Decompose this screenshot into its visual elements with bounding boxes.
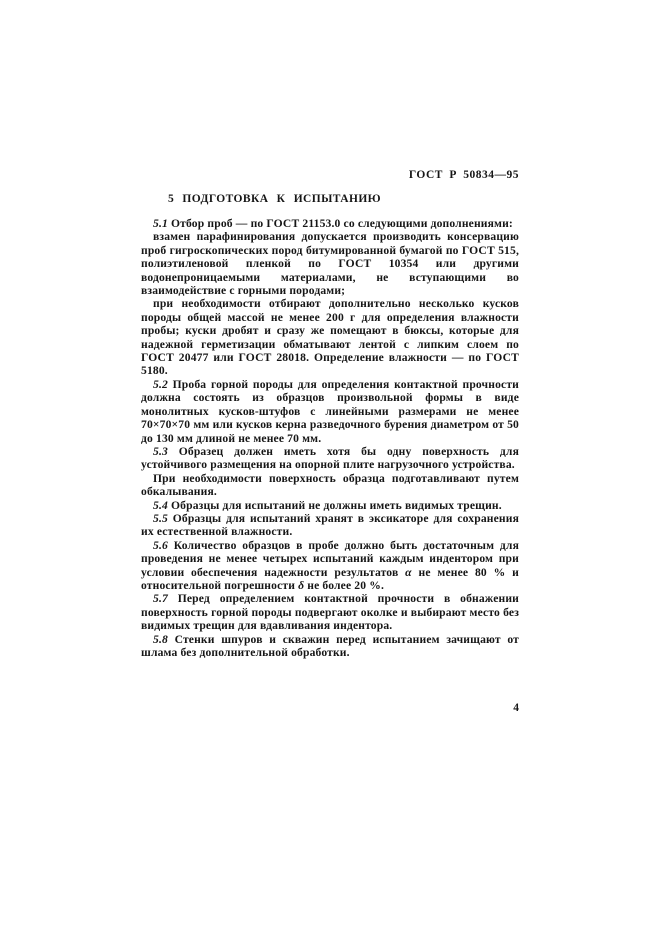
italic-text-segment: 5.1 (153, 217, 168, 230)
italic-text-segment: 5.5 (153, 511, 168, 525)
paragraph (141, 539, 519, 593)
text-segment: Проба горной породы для определения контактной прочности должна состоять из образцов произвольной формы в виде монолитных кусков-штуфов с линейными размерами не менее 70×70×70 мм или кусков керна разведочного бурения диаметром от 50 до 130 мм длиной не менее 70 мм. (141, 377, 519, 445)
paragraph (141, 592, 519, 632)
body-text (141, 217, 519, 659)
page-number: 4 (513, 702, 519, 714)
paragraph (141, 297, 519, 377)
paragraph (141, 230, 519, 297)
italic-text-segment: 5.4 (153, 498, 168, 512)
italic-text-segment: α (405, 565, 412, 579)
italic-text-segment: δ (298, 578, 305, 592)
text-segment: при необходимости отбирают дополнительно несколько кусков породы общей массой не менее 200 г для определения влажности пробы; куски дробят и сразу же помещают в бюксы, которые для надежной герметизации обматывают лентой с липким слоем по ГОСТ 20477 или ГОСТ 28018. Определение влажности — по ГОСТ 5180. (141, 297, 519, 378)
text-segment: Перед определением контактной прочности в обнажении поверхность горной породы подвергают околке и выбирают место без видимых трещин для вдавливания индентора. (141, 592, 519, 633)
text-segment: Стенки шпуров и скважин перед испытанием зачищают от шлама без дополнительной обработки. (141, 632, 519, 659)
running-header: ГОСТ Р 50834—95 (408, 169, 519, 181)
text-segment: Образцы для испытаний хранят в эксикаторе для сохранения их естественной влажности. (141, 511, 519, 539)
text-segment: При необходимости поверхность образца подготавливают путем обкалывания. (141, 471, 519, 499)
text-segment: Количество образцов в пробе должно быть достаточным для проведения не менее четырех испытаний каждым индентором при условии обеспечения надежности результатов (141, 538, 519, 579)
text-segment: взамен парафинирования допускается производить консервацию проб гигроскопических пород битумированной бумагой по ГОСТ 515, полиэтиленовой пленкой по ГОСТ 10354 или другими водонепроницаемыми материалами, не вступающими во взаимодействие с горными породами; (141, 230, 519, 298)
text-segment: Образец должен иметь хотя бы одну поверхность для устойчивого размещения на опорной плите нагрузочного устройства. (141, 444, 519, 472)
paragraph (141, 217, 519, 230)
text-segment: Образцы для испытаний не должны иметь видимых трещин. (167, 498, 502, 512)
paragraph (141, 633, 519, 660)
paragraph (141, 499, 519, 512)
italic-text-segment: 5.8 (153, 632, 168, 646)
text-segment: не более 20 %. (304, 578, 385, 592)
italic-text-segment: 5.3 (153, 444, 168, 458)
italic-text-segment: 5.6 (153, 538, 168, 552)
section-heading: 5 ПОДГОТОВКА К ИСПЫТАНИЮ (168, 193, 382, 205)
italic-text-segment: 5.2 (153, 377, 168, 391)
paragraph (141, 472, 519, 499)
italic-text-segment: 5.7 (153, 592, 168, 606)
text-segment: Отбор проб — по ГОСТ 21153.0 со следующими дополнениями: (167, 217, 513, 230)
paragraph (141, 378, 519, 445)
paragraph (141, 512, 519, 539)
text-segment: не менее 80 % и относительной погрешности (141, 565, 519, 592)
paragraph (141, 445, 519, 472)
